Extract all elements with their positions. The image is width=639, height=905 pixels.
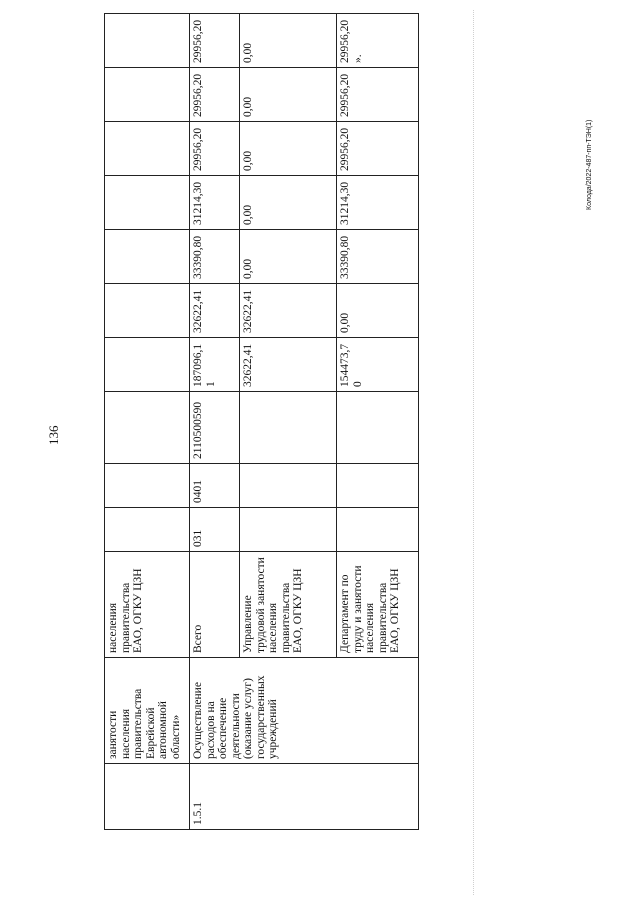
item-name: Осуществление расходов на обеспечение деятельности (оказание услуг) государственных учреждений <box>190 658 419 764</box>
cell-value: 29956,20 <box>190 122 240 176</box>
cell-executor: Всего <box>190 552 240 658</box>
cell-name: занятости населения правительства Еврейской автономной области» <box>105 658 190 764</box>
page-number: 136 <box>46 425 61 445</box>
cell-value: 29956,20 <box>190 14 240 68</box>
table-row <box>190 14 240 830</box>
cell-value: 187096,11 <box>190 338 240 392</box>
budget-table <box>104 13 419 830</box>
cell-value: 29956,20 <box>190 68 240 122</box>
cell-grbs: 031 <box>190 508 240 552</box>
cell-value: 0,00 <box>240 230 337 284</box>
cell-executor: населения правительства ЕАО, ОГКУ ЦЗН <box>105 552 190 658</box>
document-code: Колода/2022-487-пп-ТЭН(1) <box>586 119 593 210</box>
cell-value: 32622,41 <box>190 284 240 338</box>
cell-value: 0,00 <box>240 122 337 176</box>
cell-value: 33390,80 <box>337 230 419 284</box>
page-divider <box>473 10 474 895</box>
cell-value: 0,00 <box>240 176 337 230</box>
cell-num <box>105 764 190 830</box>
cell-value: 32622,41 <box>240 338 337 392</box>
cell-executor: Департамент по труду и занятости населения правительства ЕАО, ОГКУ ЦЗН <box>337 552 419 658</box>
cell-value: 0,00 <box>240 14 337 68</box>
cell-value: 29956,20». <box>337 14 419 68</box>
cell-value: 29956,20 <box>337 68 419 122</box>
cell-value: 0,00 <box>337 284 419 338</box>
cell-value: 33390,80 <box>190 230 240 284</box>
cell-rzpr: 0401 <box>190 464 240 508</box>
cell-value: 31214,30 <box>337 176 419 230</box>
cell-executor: Управление трудовой занятости населения правительства ЕАО, ОГКУ ЦЗН <box>240 552 337 658</box>
cell-value: 32622,41 <box>240 284 337 338</box>
continuation-row <box>105 14 190 830</box>
cell-value: 154473,70 <box>337 338 419 392</box>
item-number: 1.5.1 <box>190 764 419 830</box>
cell-value: 0,00 <box>240 68 337 122</box>
rotated-table-container <box>104 19 418 830</box>
cell-value: 29956,20 <box>337 122 419 176</box>
cell-value: 31214,30 <box>190 176 240 230</box>
cell-csr: 2110500590 <box>190 392 240 464</box>
